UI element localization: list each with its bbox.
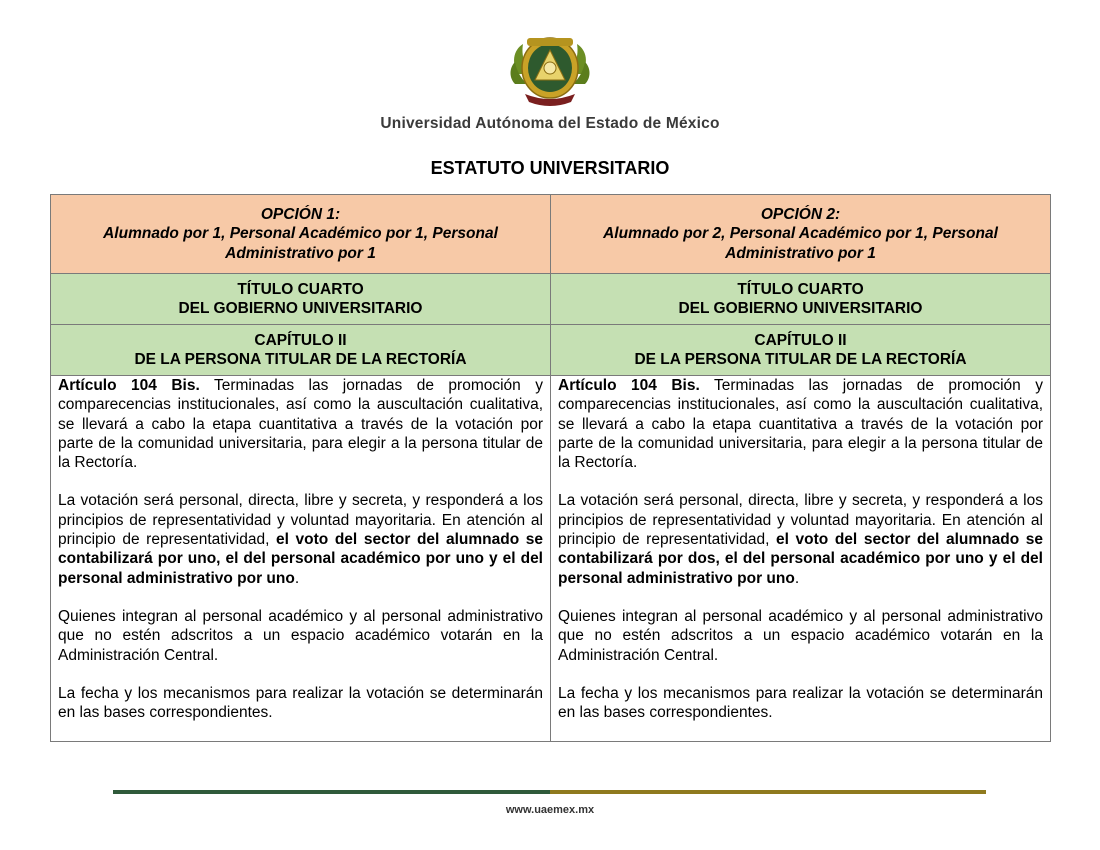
titulo-number: TÍTULO CUARTO	[237, 281, 364, 298]
titulo-name: DEL GOBIERNO UNIVERSITARIO	[178, 300, 423, 318]
article-paragraph: Quienes integran al personal académico y al personal administrativo que no estén adscritos a un espacio académico votarán en la Administración Central.	[558, 607, 1043, 664]
capitulo-row	[51, 325, 1051, 376]
document-title: ESTATUTO UNIVERSITARIO	[430, 158, 670, 178]
option-desc: Administrativo por 1	[725, 244, 876, 262]
paragraph-text: Terminadas las jornadas de promoción y comparecencias institucionales, así como la auscultación cualitativa, se llevará a cabo la etapa cuantitativa a través de la votación por parte de la comunidad universitaria, para elegir a la persona titular de la Rectoría.	[58, 377, 543, 472]
paragraph-text: .	[294, 569, 300, 587]
article-label: Artículo 104 Bis.	[58, 377, 200, 394]
paragraph-text: .	[794, 569, 800, 587]
titulo-cell	[551, 274, 1051, 325]
option-desc: Alumnado por 1, Personal Académico por 1, Personal	[103, 225, 498, 243]
article-paragraph	[58, 376, 543, 472]
option-title: OPCIÓN 1:	[260, 206, 341, 223]
article-paragraph: La fecha y los mecanismos para realizar la votación se determinarán en las bases correspondientes.	[558, 684, 1043, 722]
footer-divider-gold	[550, 790, 986, 794]
titulo-number: TÍTULO CUARTO	[737, 281, 864, 298]
article-paragraph	[558, 376, 1043, 472]
footer-divider-green	[113, 790, 550, 794]
comparison-table	[50, 194, 1051, 742]
capitulo-number: CAPÍTULO II	[254, 332, 347, 349]
option-header-row	[51, 195, 1051, 274]
article-paragraph	[558, 491, 1043, 587]
article-paragraph: Quienes integran al personal académico y al personal administrativo que no estén adscritos a un espacio académico votarán en la Administración Central.	[58, 607, 543, 664]
option-desc: Alumnado por 2, Personal Académico por 1, Personal	[603, 225, 998, 243]
footer-url: www.uaemex.mx	[505, 804, 595, 816]
paragraph-text: Terminadas las jornadas de promoción y comparecencias institucionales, así como la auscultación cualitativa, se llevará a cabo la etapa cuantitativa a través de la votación por parte de la comunidad universitaria, para elegir a la persona titular de la Rectoría.	[558, 377, 1043, 472]
capitulo-number: CAPÍTULO II	[754, 332, 847, 349]
university-logo	[505, 34, 595, 108]
article-paragraph	[58, 491, 543, 587]
article-paragraph: La fecha y los mecanismos para realizar la votación se determinarán en las bases correspondientes.	[58, 684, 543, 722]
capitulo-cell	[51, 325, 551, 376]
paragraph-bold-text: el voto del sector del alumnado se contabilizará por dos, el del personal académico por uno y el del personal administrativo por uno	[558, 531, 1043, 587]
option-1-header	[51, 195, 551, 274]
article-cell-option-1	[51, 376, 551, 742]
capitulo-name: DE LA PERSONA TITULAR DE LA RECTORÍA	[634, 351, 967, 369]
paragraph-text: La votación será personal, directa, libre y secreta, y responderá a los principios de representatividad y voluntad mayoritaria. En atención al principio de representatividad,	[558, 492, 1043, 549]
capitulo-name: DE LA PERSONA TITULAR DE LA RECTORÍA	[134, 351, 467, 369]
university-name: Universidad Autónoma del Estado de México	[380, 115, 720, 132]
capitulo-cell	[551, 325, 1051, 376]
paragraph-bold-text: el voto del sector del alumnado se contabilizará por uno, el del personal académico por uno y el del personal administrativo por uno	[58, 531, 543, 587]
option-2-header	[551, 195, 1051, 274]
paragraph-text: La votación será personal, directa, libre y secreta, y responderá a los principios de representatividad y voluntad mayoritaria. En atención al principio de representatividad,	[58, 492, 543, 549]
article-label: Artículo 104 Bis.	[558, 377, 700, 394]
titulo-cell	[51, 274, 551, 325]
uaemex-coat-of-arms-icon	[505, 34, 595, 108]
article-cell-option-2	[551, 376, 1051, 742]
article-body-row	[51, 376, 1051, 742]
option-desc: Administrativo por 1	[225, 244, 376, 262]
titulo-row	[51, 274, 1051, 325]
titulo-name: DEL GOBIERNO UNIVERSITARIO	[678, 300, 923, 318]
option-title: OPCIÓN 2:	[760, 206, 841, 223]
